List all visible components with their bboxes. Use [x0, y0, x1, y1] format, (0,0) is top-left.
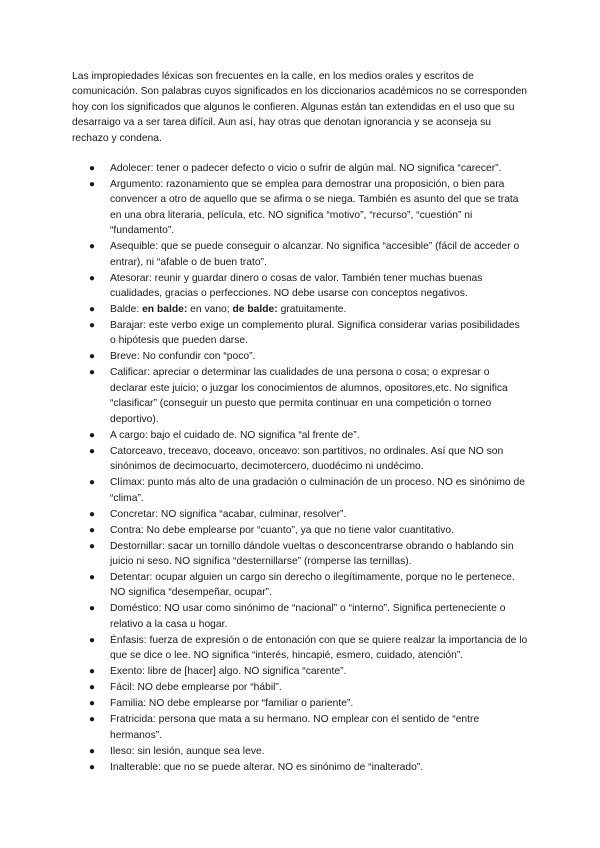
list-item [72, 523, 528, 538]
list-item [72, 712, 528, 743]
bullet-icon: ● [89, 429, 96, 441]
list-item-text: Contra: No debe emplearse por “cuanto”, ya que no tiene valor cuantitativo. [110, 524, 455, 536]
list-item-text: Fácil: NO debe emplearse por “hábil”. [110, 682, 282, 694]
list-item-text: Inalterable: que no se puede alterar. NO es sinónimo de “inalterado”. [110, 761, 424, 773]
list-item [72, 570, 528, 601]
bullet-icon: ● [89, 508, 96, 520]
list-item-text: Atesorar: reunir y guardar dinero o cosas de valor. También tener muchas buenas cualidades, gracias o perfecciones. NO debe usarse con conceptos negativos. [110, 272, 483, 300]
list-item [72, 680, 528, 695]
list-item [72, 318, 528, 349]
list-item [72, 302, 528, 317]
list-item-text: Ileso: sin lesión, aunque sea leve. [110, 745, 265, 757]
text-fragment: Balde: [110, 304, 143, 316]
list-item-text: Detentar: ocupar alguien un cargo sin derecho o ilegítimamente, porque no le pertenece. NO significa “desempeñar, ocupar”. [110, 571, 515, 599]
bullet-icon: ● [89, 351, 96, 363]
document-page [72, 69, 528, 776]
list-item [72, 349, 528, 364]
bullet-icon: ● [89, 540, 96, 552]
list-item-text: Barajar: este verbo exige un complemento plural. Significa considerar varias posibilidades o hipótesis que pueden darse. [110, 320, 520, 347]
list-item [72, 365, 528, 427]
bullet-icon: ● [89, 241, 96, 253]
list-item-text: Destornillar: sacar un tornillo dándole vueltas o desconcentrarse obrando o hablando sin juicio ni seso. NO significa “desternillarse” (romperse las ternillas). [110, 540, 514, 567]
list-item [72, 475, 528, 506]
bullet-icon: ● [89, 634, 96, 646]
list-item-text: A cargo: bajo el cuidado de. NO significa “al frente de”. [110, 429, 360, 441]
list-item [72, 539, 528, 570]
list-item-text: Concretar: NO significa “acabar, culminar, resolver”. [110, 508, 347, 520]
text-fragment: en vano; [187, 304, 233, 316]
list-item-text: Adolecer: tener o padecer defecto o vicio o sufrir de algún mal. NO significa “carecer”. [110, 163, 502, 175]
bullet-icon: ● [89, 745, 96, 757]
list-item-text: Asequible: que se puede conseguir o alcanzar. No significa “accesible” (fácil de acceder o entrar), ni “afable o de buen trato”. [110, 241, 520, 268]
list-item [72, 633, 528, 664]
list-item-text: Fratricida: persona que mata a su hermano. NO emplear con el sentido de “entre hermanos”. [110, 714, 480, 741]
list-item-text: Familia: NO debe emplearse por “familiar o pariente”. [110, 698, 354, 710]
bullet-icon: ● [89, 272, 96, 284]
bullet-icon: ● [89, 571, 96, 583]
list-item-text: Énfasis: fuerza de expresión o de entonación con que se quiere realzar la importancia de lo que se dice o lee. NO significa “interés, hincapié, esmero, cuidado, atención”. [110, 634, 528, 662]
list-item [72, 601, 528, 632]
list-item-text: Breve: No confundir con “poco”. [110, 351, 256, 363]
list-item-text [110, 304, 346, 315]
term-list [72, 161, 528, 775]
list-item [72, 428, 528, 443]
list-item-text: Exento: libre de [hacer] algo. NO significa “carente”. [110, 666, 347, 678]
bullet-icon: ● [89, 714, 96, 726]
list-item [72, 177, 528, 239]
bold-term: de balde: [232, 304, 278, 316]
list-item [72, 696, 528, 711]
bullet-icon: ● [89, 603, 96, 615]
list-item-text: Catorceavo, treceavo, doceavo, onceavo: son partitivos, no ordinales. Así que NO son sinónimos de decimocuarto, decimotercero, duodécimo ni undécimo. [110, 445, 504, 473]
bullet-icon: ● [89, 367, 96, 379]
list-item [72, 760, 528, 775]
list-item [72, 664, 528, 679]
bullet-icon: ● [89, 761, 96, 773]
bullet-icon: ● [89, 304, 96, 316]
list-item [72, 161, 528, 176]
list-item [72, 744, 528, 759]
list-item [72, 444, 528, 475]
bullet-icon: ● [89, 682, 96, 694]
bold-term: en balde: [142, 304, 188, 316]
intro-paragraph: Las impropiedades léxicas son frecuentes en la calle, en los medios orales y escritos de comunicación. Son palabras cuyos significados en los diccionarios académicos no se corresponden hoy con los significados que algunos le confieren. Algunas están tan extendidas en el uso que su desarraigo va a ser tarea difícil. Aun así, hay otras que denotan ignorancia y se aconseja su rechazo y condena. [72, 71, 528, 144]
text-fragment: gratuitamente. [277, 304, 347, 316]
bullet-icon: ● [89, 179, 96, 191]
bullet-icon: ● [89, 445, 96, 457]
bullet-icon: ● [89, 666, 96, 678]
list-item-text: Argumento: razonamiento que se emplea para demostrar una proposición, o bien para convencer a otro de aquello que se afirma o se niega. También es asunto del que se trata en una obra literaria, película, etc. NO significa “motivo”, “recurso”, “cuestión” ni “fundamento”. [110, 179, 519, 237]
list-item-text: Calificar: apreciar o determinar las cualidades de una persona o cosa; o expresar o declarar este juicio; o juzgar los conocimientos de alumnos, opositores,etc. No significa “clasificar” (conseguir un puesto que permita continuar en una competición o torneo deportivo). [110, 367, 508, 425]
list-item [72, 507, 528, 522]
list-item-text: Clímax: punto más alto de una gradación o culminación de un proceso. NO es sinónimo de “clima”. [110, 477, 525, 504]
bullet-icon: ● [89, 524, 96, 536]
list-item-text: Doméstico: NO usar como sinónimo de “nacional” o “interno”. Significa perteneciente o relativo a la casa u hogar. [110, 603, 506, 630]
list-item [72, 271, 528, 302]
list-item [72, 239, 528, 270]
bullet-icon: ● [89, 163, 96, 175]
bullet-icon: ● [89, 320, 96, 332]
bullet-icon: ● [89, 698, 96, 710]
bullet-icon: ● [89, 477, 96, 489]
